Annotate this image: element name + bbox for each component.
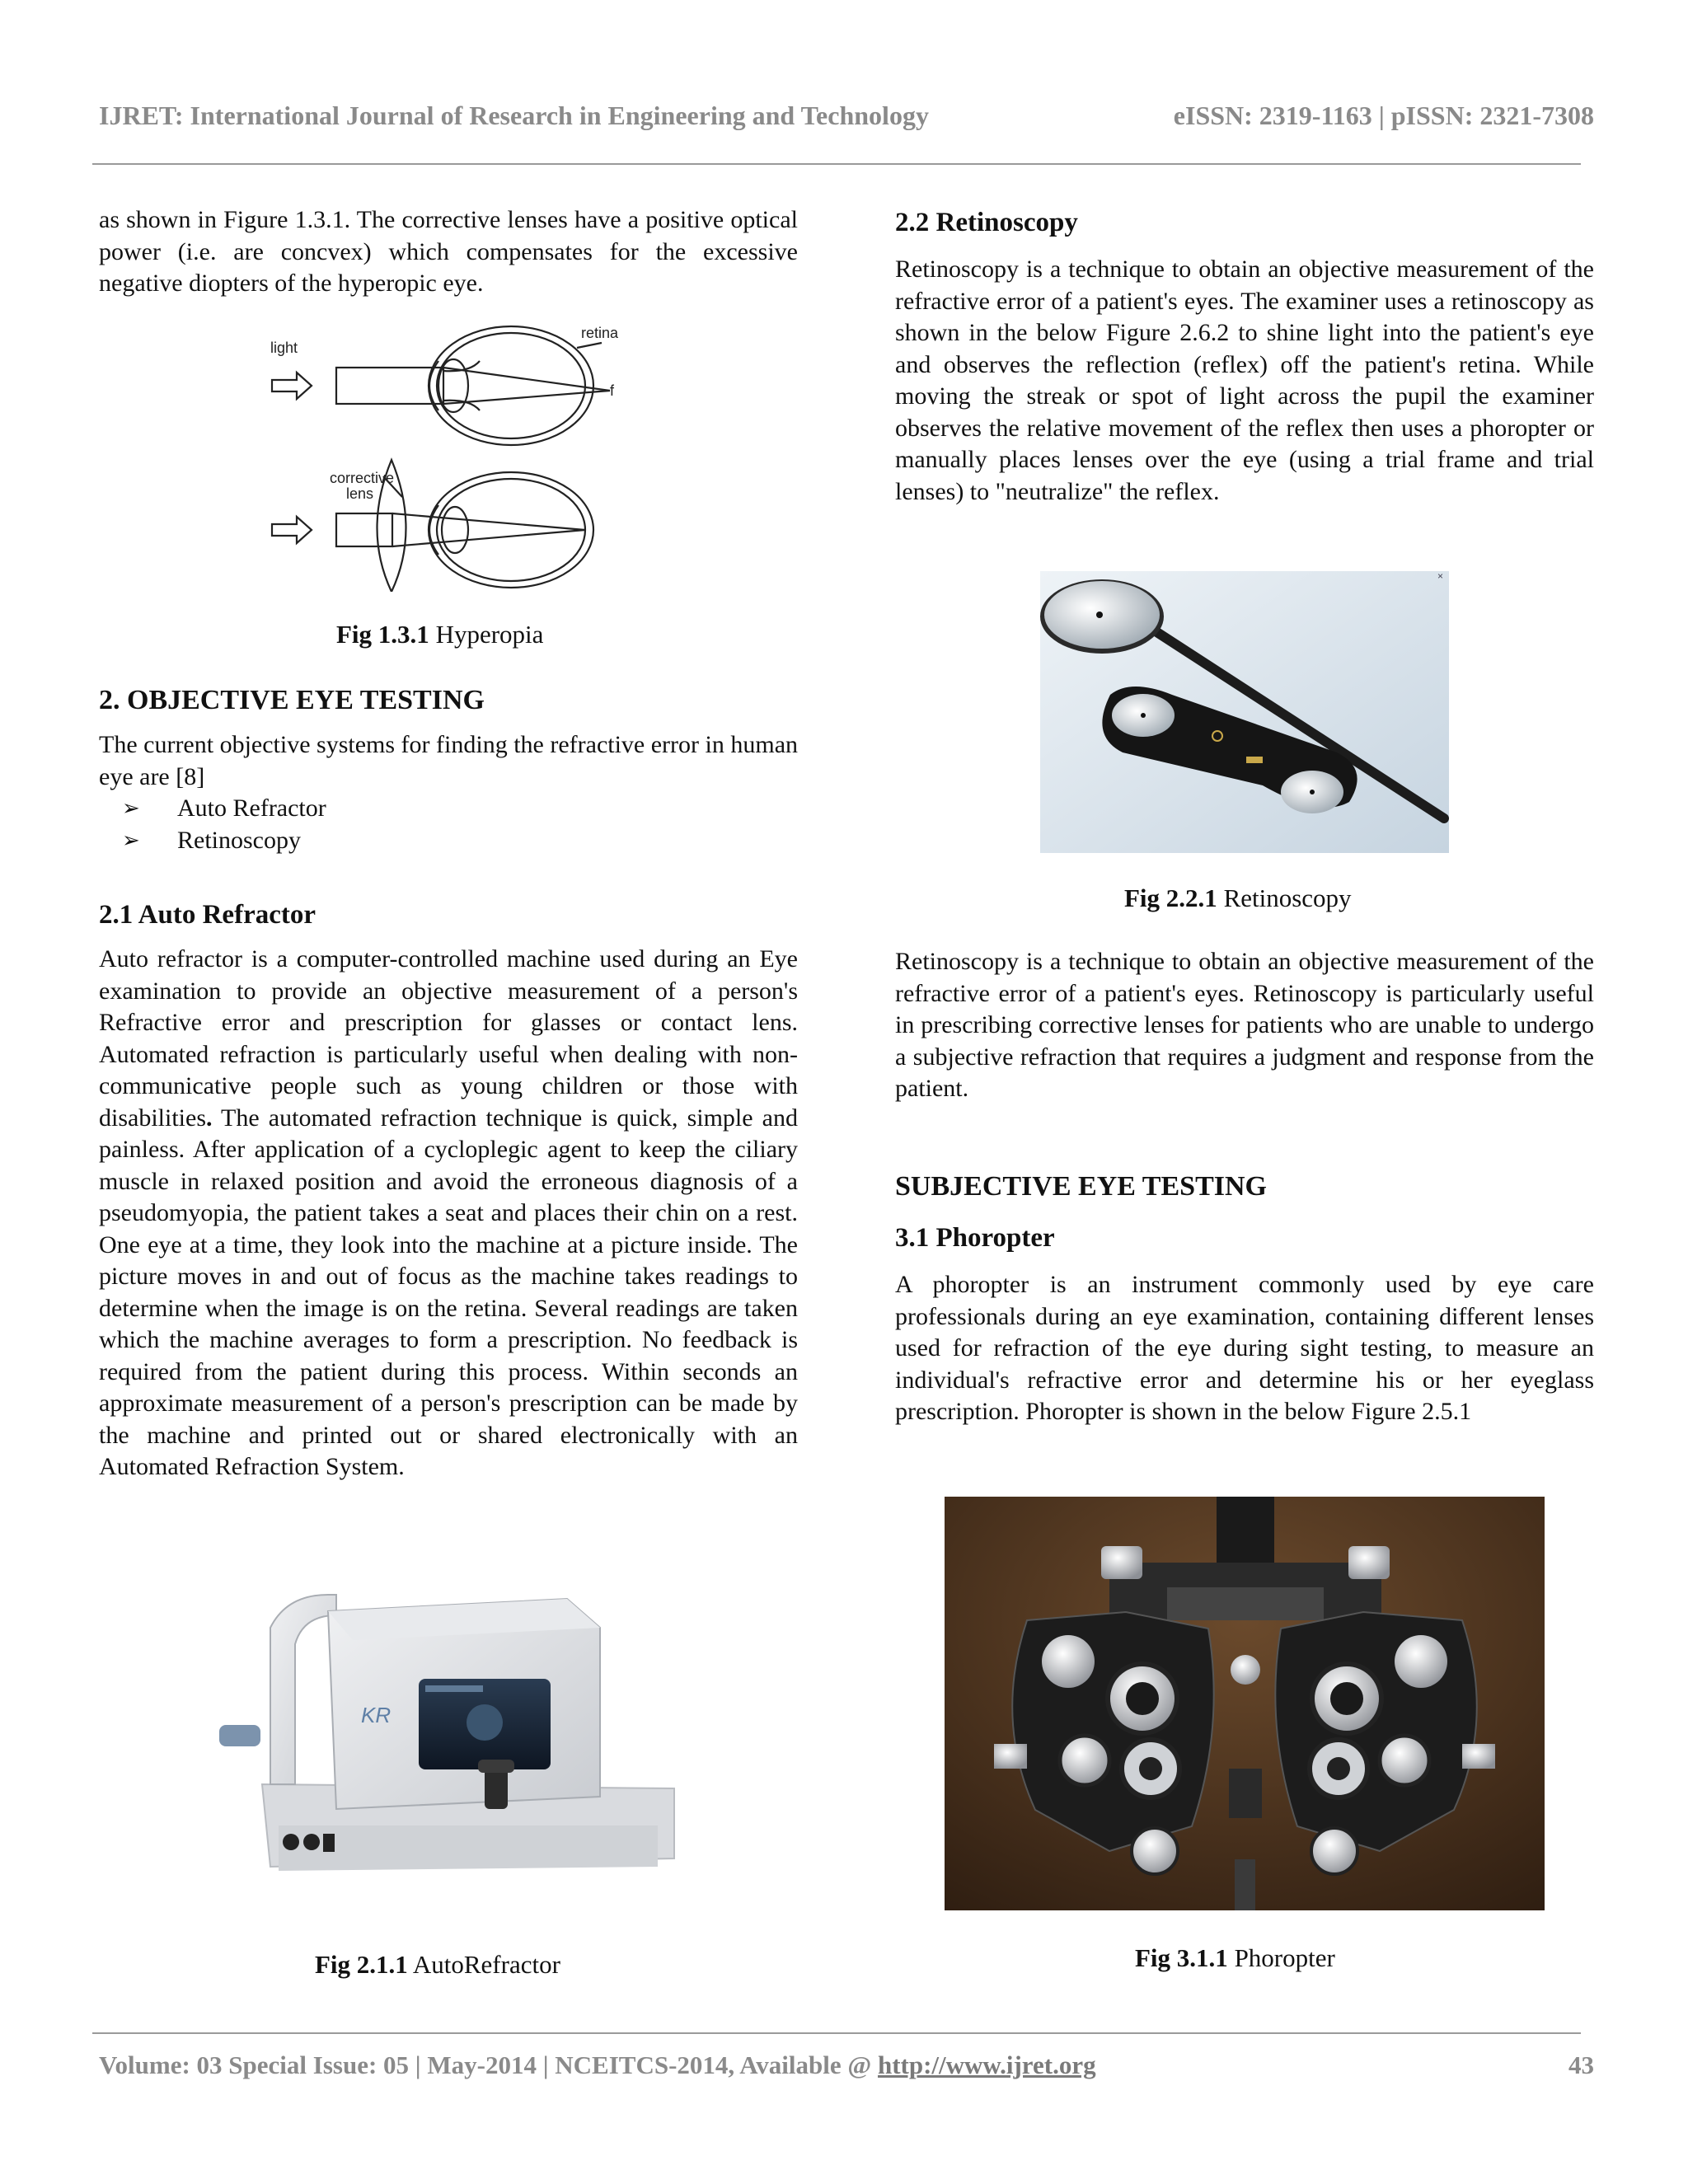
section-2-paragraph: The current objective systems for finding the refractive error in human eye are [8]	[99, 731, 799, 790]
caption-hyperopia-number: Fig 1.3.1	[336, 620, 429, 649]
section-3	[895, 1170, 1594, 1428]
caption-retinoscopy-text: Retinoscopy	[1223, 883, 1352, 912]
page-header	[99, 101, 1594, 137]
caption-phoropter-number: Fig 3.1.1	[1135, 1943, 1228, 1972]
section-2-2	[895, 206, 1594, 508]
label-corrective: corrective	[330, 470, 395, 486]
section-3-1-paragraph: A phoropter is an instrument commonly used by eye care professionals during an eye examination, containing different lenses used for refraction of the eye during sight testing, to measure an individual's refractive error and determine his or her eyeglass prescription. Phoropter is shown in the below Figure 2.5.1	[895, 1271, 1594, 1425]
retinoscopy-paragraph-2: Retinoscopy is a technique to obtain an objective measurement of the refractive error of a patient's eyes. Retinoscopy is particularly useful in prescribing corrective lenses for patients who are unable to undergo a subjective refraction that requires a judgment and response from the patient.	[895, 948, 1594, 1102]
close-icon: ×	[1437, 571, 1444, 582]
label-retina: retina	[581, 325, 619, 341]
journal-website-link[interactable]: http://www.ijret.org	[877, 2050, 1096, 2079]
section-2-2-heading: 2.2 Retinoscopy	[895, 208, 1078, 237]
list-item: ➢ Retinoscopy	[99, 825, 798, 857]
page-number: 43	[1568, 2050, 1594, 2079]
list-item: ➢ Auto Refractor	[99, 793, 798, 825]
caption-autorefractor-text: AutoRefractor	[412, 1950, 560, 1979]
footer-text: Volume: 03 Special Issue: 05 | May-2014 | NCEITCS-2014, Available @ http://www.ijret.org	[99, 2050, 1096, 2079]
issn-numbers: eISSN: 2319-1163 | pISSN: 2321-7308	[1173, 101, 1594, 130]
caption-autorefractor	[315, 1950, 560, 1980]
retinoscopy-paragraph-2-block	[895, 946, 1594, 1105]
section-3-1-heading: 3.1 Phoropter	[895, 1223, 1055, 1253]
caption-hyperopia	[336, 620, 543, 649]
section-2-1-heading: 2.1 Auto Refractor	[99, 900, 316, 930]
hyperopia-diagram	[264, 320, 626, 592]
caption-autorefractor-number: Fig 2.1.1	[315, 1950, 408, 1979]
intro-paragraph: as shown in Figure 1.3.1. The corrective lenses have a positive optical power (i.e. are concvex) which compensates for the excessive negative diopters of the hyperopic eye.	[99, 206, 798, 297]
label-lens: lens	[346, 485, 374, 502]
device-brand: KR	[361, 1703, 392, 1727]
objective-systems-list	[99, 793, 798, 856]
section-2-2-paragraph: Retinoscopy is a technique to obtain an objective measurement of the refractive error of a patient's eyes. The examiner uses a retinoscopy as shown in the below Figure 2.6.2 to shine light into the patient's eye and observes the reflection (reflex) off the patient's retina. While moving the streak or spot of light across the pupil the examiner observes the relative movement of the reflex then uses a phoropter or manually places lenses over the eye (using a trial frame and trial lenses) to "neutralize" the reflex.	[895, 255, 1594, 505]
label-light: light	[270, 340, 298, 356]
section-2	[99, 684, 798, 856]
caption-retinoscopy	[1124, 883, 1352, 913]
caption-phoropter-text: Phoropter	[1234, 1943, 1335, 1972]
arrowhead-bullet-icon: ➢	[122, 827, 140, 853]
caption-hyperopia-text: Hyperopia	[435, 620, 544, 649]
arrowhead-bullet-icon: ➢	[122, 796, 140, 821]
section-2-1	[99, 898, 798, 1483]
caption-retinoscopy-number: Fig 2.2.1	[1124, 883, 1217, 912]
section-3-heading: SUBJECTIVE EYE TESTING	[895, 1171, 1267, 1202]
label-f: f	[610, 382, 615, 399]
section-2-heading: 2. OBJECTIVE EYE TESTING	[99, 685, 485, 715]
autorefractor-image	[213, 1578, 682, 1891]
caption-phoropter	[1135, 1943, 1335, 1973]
section-2-1-paragraph: Auto refractor is a computer-controlled machine used during an Eye examination to provide an objective measurement of a person's Refractive error and prescription for glasses or contact lens. Automated refraction is particularly useful when dealing with non-communicative people such as young children or those with disabilities. The automated refraction technique is quick, simple and painless. After application of a cycloplegic agent to keep the ciliary muscle in relaxed position and avoid the erroneous diagnosis of a pseudomyopia, the patient takes a seat and places their chin on a rest. One eye at a time, they look into the machine at a picture inside. The picture moves in and out of focus as the machine takes readings to determine when the image is on the retina. Several readings are taken which the machine averages to form a prescription. No feedback is required from the patient during this process. Within seconds an approximate measurement of a person's prescription can be made by the machine and printed out or shared electronically with an Automated Refraction System.	[99, 945, 798, 1480]
intro-paragraph-block	[99, 204, 798, 300]
header-rule	[92, 163, 1581, 165]
retinoscopy-image	[1040, 571, 1449, 853]
journal-title: IJRET: International Journal of Research in Engineering and Technology	[99, 101, 929, 130]
footer-rule	[92, 2032, 1581, 2034]
phoropter-image	[945, 1497, 1545, 1910]
